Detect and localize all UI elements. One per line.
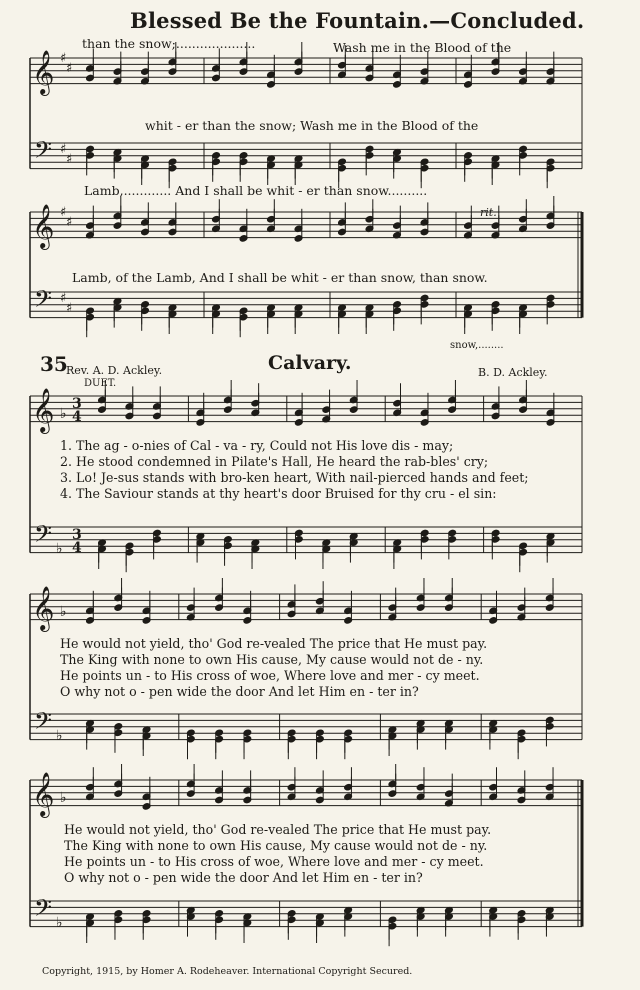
hymn1-lyric-line: Lamb,............ And I shall be whit - er than snow.......... [84,183,428,198]
hymn2-composer: B. D. Ackley. [478,366,548,379]
hymn2-author: Rev. A. D. Ackley. [66,364,163,377]
sharp-icon: ♯ [60,205,67,220]
verse-line: 1. The ag - o-nies of Cal - va - ry, Could not His love dis - may; [60,438,454,453]
verse-line: He would not yield, tho' God re-vealed The price that He must pay. [64,822,492,837]
treble-clef-icon: 𝄞 [32,388,55,432]
flat-icon: ♭ [56,541,63,557]
verse-line: O why not o - pen wide the door And let Him en - ter in? [60,684,419,699]
verse-line: He points un - to His cross of woe, Where love and mer - cy meet. [60,668,480,683]
hymn1-lyric-line: whit - er than the snow; Wash me in the Blood of the [145,118,479,133]
verse-line: The King with none to own His cause, My cause would not de - ny. [64,838,488,853]
flat-icon: ♭ [56,915,63,931]
treble-clef-icon: 𝄞 [32,772,55,816]
time-signature-denominator: 4 [72,540,82,556]
sharp-icon: ♯ [66,215,73,230]
bass-clef-icon: 𝄢 [34,285,53,318]
verse-line: 4. The Saviour stands at thy heart's door Bruised for thy cru - el sin: [60,486,497,501]
time-signature-numerator: 3 [72,396,82,412]
sharp-icon: ♯ [66,61,73,76]
time-signature-denominator: 4 [72,409,82,425]
flat-icon: ♭ [60,604,67,620]
hymn1-title: Blessed Be the Fountain.—Concluded. [130,8,585,33]
hymn2-title: Calvary. [268,352,352,374]
treble-clef-icon: 𝄞 [32,50,55,94]
verse-line: He points un - to His cross of woe, Where love and mer - cy meet. [64,854,484,869]
sharp-icon: ♯ [60,142,67,157]
hymn1-lyric-line: than the snow;.................... [82,36,256,51]
flat-icon: ♭ [56,728,63,744]
hymn1-lyric-line: snow,........ [450,340,504,351]
bass-clef-icon: 𝄢 [34,136,53,169]
hymn1-lyric-line: Lamb, of the Lamb, And I shall be whit - er than snow, than snow. [72,270,488,285]
copyright-footer: Copyright, 1915, by Homer A. Rodeheaver. International Copyright Secured. [42,966,413,977]
sharp-icon: ♯ [66,152,73,167]
hymn1-lyric-line: Wash me in the Blood of the [333,40,512,55]
bass-clef-icon: 𝄢 [34,894,53,927]
bass-clef-icon: 𝄢 [34,520,53,553]
treble-clef-icon: 𝄞 [32,586,55,630]
sharp-icon: ♯ [60,51,67,66]
verse-line: 2. He stood condemned in Pilate's Hall, He heard the rab-bles' cry; [60,454,489,469]
time-signature-numerator: 3 [72,527,82,543]
verse-line: The King with none to own His cause, My cause would not de - ny. [60,652,484,667]
hymn2-duet-marking: DUET. [84,378,117,389]
hymn1-rit-marking: rit. [480,206,497,219]
hymn-number: 35 [40,352,68,376]
verse-line: 3. Lo! Je-sus stands with bro-ken heart, With nail-pierced hands and feet; [60,470,529,485]
sharp-icon: ♯ [60,291,67,306]
verse-line: He would not yield, tho' God re-vealed The price that He must pay. [60,636,488,651]
flat-icon: ♭ [60,790,67,806]
flat-icon: ♭ [60,406,67,422]
verse-line: O why not o - pen wide the door And let Him en - ter in? [64,870,423,885]
sharp-icon: ♯ [66,301,73,316]
bass-clef-icon: 𝄢 [34,707,53,740]
treble-clef-icon: 𝄞 [32,204,55,248]
